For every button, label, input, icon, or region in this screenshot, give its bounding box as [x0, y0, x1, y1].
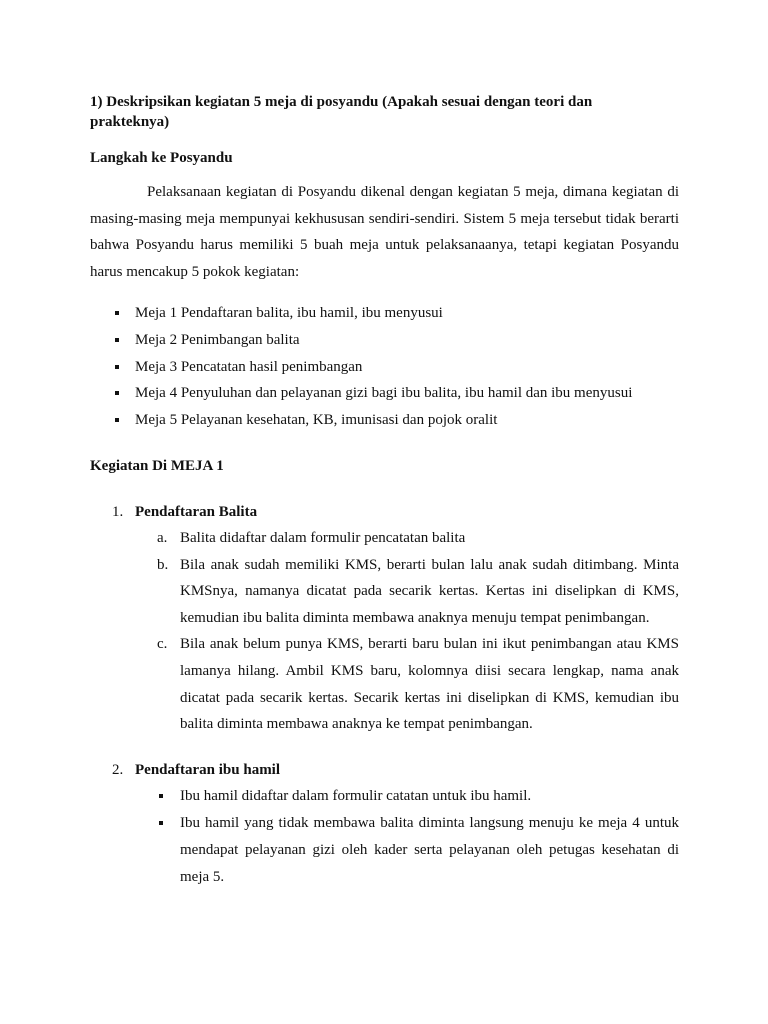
- square-bullet-icon: [115, 391, 119, 395]
- intro-paragraph: Pelaksanaan kegiatan di Posyandu dikenal dengan kegiatan 5 meja, dimana kegiatan di masing-masing meja mempunyai kekhususan sendiri-sendiri. Sistem 5 meja tersebut tidak berarti bahwa Posyandu harus memiliki 5 buah meja untuk pelaksanaanya, tetapi kegiatan Posyandu harus mencakup 5 pokok kegiatan:: [90, 184, 679, 280]
- square-bullet-icon: [115, 311, 119, 315]
- square-bullet-icon: [115, 365, 119, 369]
- list-item-text: Ibu hamil didaftar dalam formulir catatan untuk ibu hamil.: [180, 788, 532, 804]
- list-item: [90, 329, 690, 356]
- sub-marker: c.: [157, 636, 168, 653]
- list-item-text: Meja 1 Pendaftaran balita, ibu hamil, ibu menyusui: [135, 305, 443, 321]
- list-item: [157, 525, 679, 552]
- item-label: Pendaftaran Balita: [135, 504, 258, 520]
- list-item-text: Bila anak belum punya KMS, berarti baru bulan ini ikut penimbangan atau KMS lamanya hilang. Ambil KMS baru, kolomnya diisi secara lengkap, nama anak dicatat pada secarik kertas. Secarik kertas ini diselipkan di KMS, kemudian ibu balita diminta membawa anaknya ke tempat penimbangan.: [180, 636, 679, 733]
- question-title: 1) Deskripsikan kegiatan 5 meja di posyandu (Apakah sesuai dengan teori dan prakteknya): [90, 94, 593, 130]
- list-item-text: Ibu hamil yang tidak membawa balita diminta langsung menuju ke meja 4 untuk mendapat pelayanan gizi oleh kader serta pelayanan oleh petugas kesehatan di meja 5.: [180, 815, 679, 885]
- list-item: [90, 382, 690, 409]
- list-item: [157, 631, 679, 737]
- square-bullet-icon: [115, 418, 119, 422]
- item-label: Pendaftaran ibu hamil: [135, 762, 281, 778]
- list-item: [157, 552, 679, 632]
- sub-marker: a.: [157, 530, 168, 546]
- square-bullet-icon: [115, 338, 119, 342]
- item1-sublist: [157, 525, 679, 738]
- list-item: [90, 356, 690, 383]
- item-number: 1.: [112, 504, 124, 520]
- list-item-text: Meja 3 Pencatatan hasil penimbangan: [135, 358, 363, 375]
- sub-marker: b.: [157, 556, 169, 573]
- meja-list: [90, 302, 690, 436]
- list-item-text: Meja 2 Penimbangan balita: [135, 331, 300, 348]
- item2-sublist: [157, 783, 679, 891]
- square-bullet-icon: [159, 794, 163, 798]
- list-item: [90, 409, 690, 436]
- list-item-text: Bila anak sudah memiliki KMS, berarti bulan lalu anak sudah ditimbang. Minta KMSnya, namanya dicatat pada secarik kertas. Kertas ini diselipkan di KMS, kemudian ibu balita diminta membawa anaknya menuju tempat penimbangan.: [180, 556, 679, 626]
- list-item: [90, 302, 690, 329]
- item-number: 2.: [112, 762, 124, 778]
- list-item-text: Meja 5 Pelayanan kesehatan, KB, imunisasi dan pojok oralit: [135, 412, 498, 429]
- square-bullet-icon: [159, 821, 163, 825]
- list-item: [157, 783, 679, 810]
- section-heading-meja1: Kegiatan Di MEJA 1: [90, 458, 224, 474]
- list-item-text: Balita didaftar dalam formulir pencatatan balita: [180, 530, 466, 546]
- list-item: [157, 810, 679, 891]
- section-heading-langkah: Langkah ke Posyandu: [90, 150, 233, 166]
- list-item-text: Meja 4 Penyuluhan dan pelayanan gizi bagi ibu balita, ibu hamil dan ibu menyusui: [135, 385, 633, 402]
